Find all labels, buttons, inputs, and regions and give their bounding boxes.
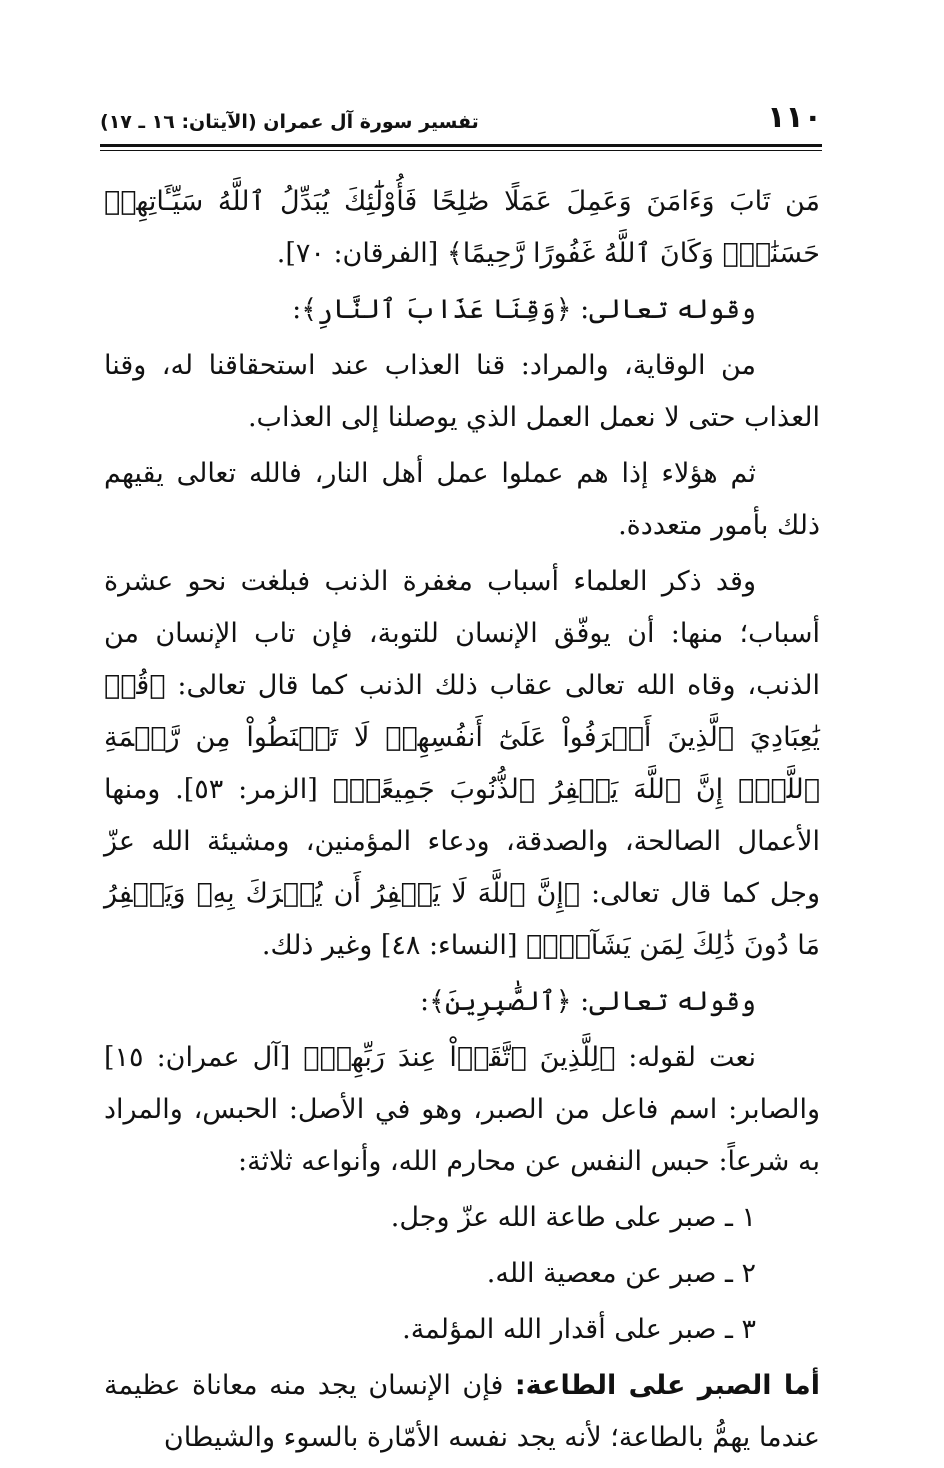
header-rule-thin [100,150,822,151]
body-text [104,176,820,1468]
list-item-2: ٢ ـ صبر عن معصية الله. [486,1258,756,1289]
paragraph-last-text: فإن الإنسان يجد منه معاناة عظيمة عندما يهمُّ بالطاعة؛ لأنه يجد نفسه الأمّارة بالسوء والشيطان [104,1370,820,1453]
header-rule-thick [100,144,822,147]
paragraph-2: وقوله تعالى: ﴿وَقِنَا عَذَابَ ٱلنَّارِ﴾: [292,294,756,325]
list-item-1: ١ ـ صبر على طاعة الله عزّ وجل. [390,1202,756,1233]
paragraph-7: نعت لقوله: ﴿لِلَّذِينَ ٱتَّقَوۡاْ عِندَ رَبِّهِمۡ﴾ [آل عمران: ١٥] والصابر: اسم فاعل من الصبر، وهو في الأصل: الحبس، والمراد به شرعاً: حبس النفس عن محارم الله، وأنواعه ثلاثة: [104,1042,820,1177]
list-item-3: ٣ ـ صبر على أقدار الله المؤلمة. [402,1314,756,1345]
paragraph-1: مَن تَابَ وَءَامَنَ وَعَمِلَ عَمَلًا صَٰلِحًا فَأُوْلَٰٓئِكَ يُبَدِّلُ ٱللَّهُ سَيِّـَٔاتِهِمۡ حَسَنَٰتٖۗ وَكَانَ ٱللَّهُ غَفُورًا رَّحِيمًا﴾ [الفرقان: ٧٠]. [104,186,820,269]
paragraph-6: وقوله تعالى: ﴿ٱلصَّٰبِرِينَ﴾: [420,986,756,1017]
paragraph-3: من الوقاية، والمراد: قنا العذاب عند استحقاقنا له، وقنا العذاب حتى لا نعمل العمل الذي يوصلنا إلى العذاب. [104,350,820,433]
running-title: تفسير سورة آل عمران (الآيتان: ١٦ ـ ١٧) [100,111,479,133]
paragraph-last [104,1360,820,1464]
paragraph-5: وقد ذكر العلماء أسباب مغفرة الذنب فبلغت نحو عشرة أسباب؛ منها: أن يوفّق الإنسان للتوبة، فإن تاب الإنسان من الذنب، وقاه الله تعالى عقاب ذلك الذنب كما قال تعالى: ﴿قُلۡ يَٰعِبَادِيَ ٱلَّذِينَ أَسۡرَفُواْ عَلَىٰٓ أَنفُسِهِمۡ لَا تَقۡنَطُواْ مِن رَّحۡمَةِ ٱللَّهِۚ إِنَّ ٱللَّهَ يَغۡفِرُ ٱلذُّنُوبَ جَمِيعًاۚ﴾ [الزمر: ٥٣]. ومنها الأعمال الصالحة، والصدقة، ودعاء المؤمنين، ومشيئة الله عزّ وجل كما قال تعالى: ﴿إِنَّ ٱللَّهَ لَا يَغۡفِرُ أَن يُشۡرَكَ بِهِۦ وَيَغۡفِرُ مَا دُونَ ذَٰلِكَ لِمَن يَشَآءُۚ﴾ [النساء: ٤٨] وغير ذلك. [104,566,820,961]
paragraph-4: ثم هؤلاء إذا هم عملوا عمل أهل النار، فالله تعالى يقيهم ذلك بأمور متعددة. [104,458,820,541]
paragraph-lead: أما الصبر على الطاعة: [514,1370,820,1401]
page-header [100,98,822,144]
page-number: ١١٠ [767,100,822,135]
